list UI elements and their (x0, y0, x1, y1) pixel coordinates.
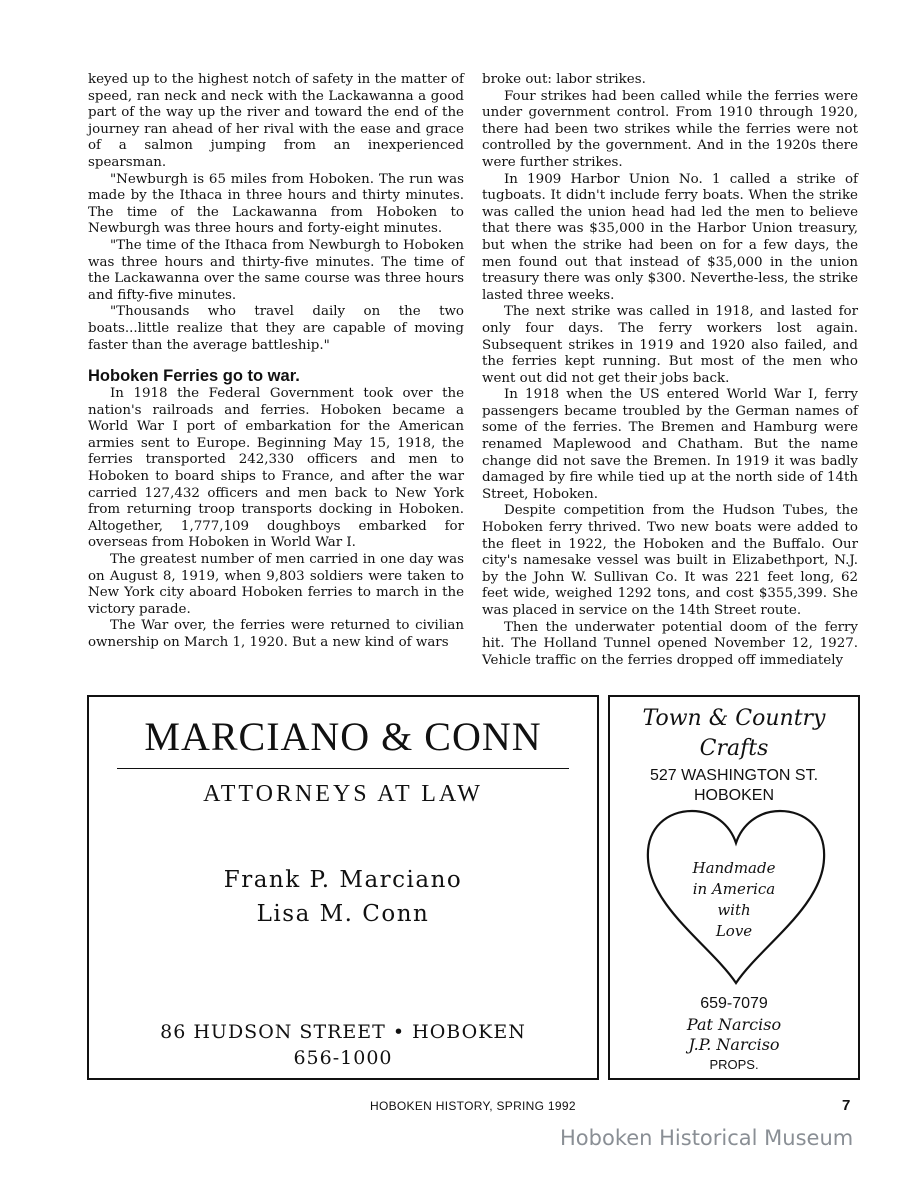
section-heading: Hoboken Ferries go to war. (88, 367, 300, 386)
shop-owner: Pat Narciso (686, 1015, 782, 1034)
article-column-right (482, 72, 858, 669)
town-country-ad (608, 695, 860, 1080)
paragraph: The War over, the ferries were returned to civilian ownership on March 1, 1920. But a new kind of wars (88, 618, 464, 650)
paragraph: "Newburgh is 65 miles from Hoboken. The run was made by the Ithaca in three hours and thirty minutes. The time of the Lackawanna from Hoboken to Newburgh was three hours and forty-eight minutes. (88, 171, 464, 237)
paragraph: Despite competition from the Hudson Tubes, the Hoboken ferry thrived. Two new boats were added to the fleet in 1922, the Hoboken and the Buffalo. Our city's namesake vessel was built in Elizabethport, N.J. by the John W. Sullivan Co. It was 221 feet long, 62 feet wide, weighed 1292 tons, and cost $355,399. She was placed in service on the 14th Street route. (482, 503, 858, 618)
paragraph: Then the underwater potential doom of the ferry hit. The Holland Tunnel opened November 12, 1927. Vehicle traffic on the ferries dropped off immediately (482, 619, 858, 668)
paragraph: In 1918 the Federal Government took over the nation's railroads and ferries. Hoboken became a World War I port of embarkation for the American armies sent to Europe. Beginning May 15, 1918, the ferries transported 242,330 officers and men to Hoboken to board ships to France, and after the war carried 127,432 officers and men back to New York from returning troop transports docking in Hoboken. Altogether, 1,777,109 doughboys embarked for overseas from Hoboken in World War I. (88, 386, 464, 551)
paragraph: The greatest number of men carried in one day was on August 8, 1919, when 9,803 soldiers were taken to New York city aboard Hoboken ferries to march in the victory parade. (88, 552, 464, 617)
shop-phone: 659-7079 (700, 995, 768, 1012)
firm-address: 86 HUDSON STREET • HOBOKEN (160, 1021, 526, 1043)
shop-name: Town & Country (642, 706, 826, 731)
paragraph: In 1918 when the US entered World War I, ferry passengers became troubled by the German names of some of the ferries. The Bremen and Hamburg were renamed Maplewood and Chatham. But the name change did not save the Bremen. In 1919 it was badly damaged by fire while tied up at the north side of 14th Street, Hoboken. (482, 387, 858, 502)
paragraph: Four strikes had been called while the ferries were under government control. From 1910 through 1920, there had been two strikes while the ferries were not controlled by the government. And in the 1920s there were further strikes. (482, 88, 858, 170)
page-number: 7 (842, 1097, 851, 1114)
shop-props: PROPS. (709, 1057, 759, 1072)
paragraph: "The time of the Ithaca from Newburgh to Hoboken was three hours and thirty-five minutes. The time of the Lackawanna over the same course was three hours and fifty-five minutes. (88, 237, 464, 303)
heart-text: Handmade (692, 859, 776, 877)
divider (117, 768, 569, 769)
paragraph: The next strike was called in 1918, and lasted for only four days. The ferry workers lost again. Subsequent strikes in 1919 and 1920 also failed, and the ferries kept running. But most of the men who went out did not get their jobs back. (482, 304, 858, 386)
shop-owner: J.P. Narciso (688, 1035, 780, 1054)
shop-city: HOBOKEN (693, 787, 774, 804)
heart-text: in America (692, 880, 776, 898)
firm-subtitle: ATTORNEYS AT LAW (203, 781, 483, 807)
publication-line: HOBOKEN HISTORY, SPRING 1992 (370, 1099, 576, 1113)
shop-address: 527 WASHINGTON ST. (649, 767, 819, 784)
attorney-name: Lisa M. Conn (256, 901, 430, 927)
firm-name: MARCIANO & CONN (144, 714, 542, 759)
attorney-name: Frank P. Marciano (223, 867, 463, 893)
paragraph: broke out: labor strikes. (482, 72, 646, 87)
marciano-conn-ad (87, 695, 599, 1080)
heart-text: with (717, 901, 751, 919)
paragraph: In 1909 Harbor Union No. 1 called a strike of tugboats. It didn't include ferry boats. When the strike was called the union head had led the men to believe that there was $35,000 in the Harbor Union treasury, but when the strike had been on for a few days, the men found out that instead of $35,000 in the union treasury there was only $300. Neverthe-less, the strike lasted three weeks. (482, 171, 858, 303)
paragraph: keyed up to the highest notch of safety in the matter of speed, ran neck and neck with the Lackawanna a good part of the way up the river and toward the end of the journey ran ahead of her rival with the ease and grace of a salmon jumping from an inexperienced spearsman. (88, 72, 464, 170)
article-column-left (88, 72, 464, 652)
heart-text: Love (715, 922, 753, 940)
shop-name: Crafts (699, 736, 769, 761)
firm-phone: 656-1000 (293, 1047, 393, 1069)
paragraph: "Thousands who travel daily on the two boats...little realize that they are capable of moving faster than the average battleship." (88, 304, 464, 353)
museum-watermark: Hoboken Historical Museum (560, 1126, 854, 1150)
